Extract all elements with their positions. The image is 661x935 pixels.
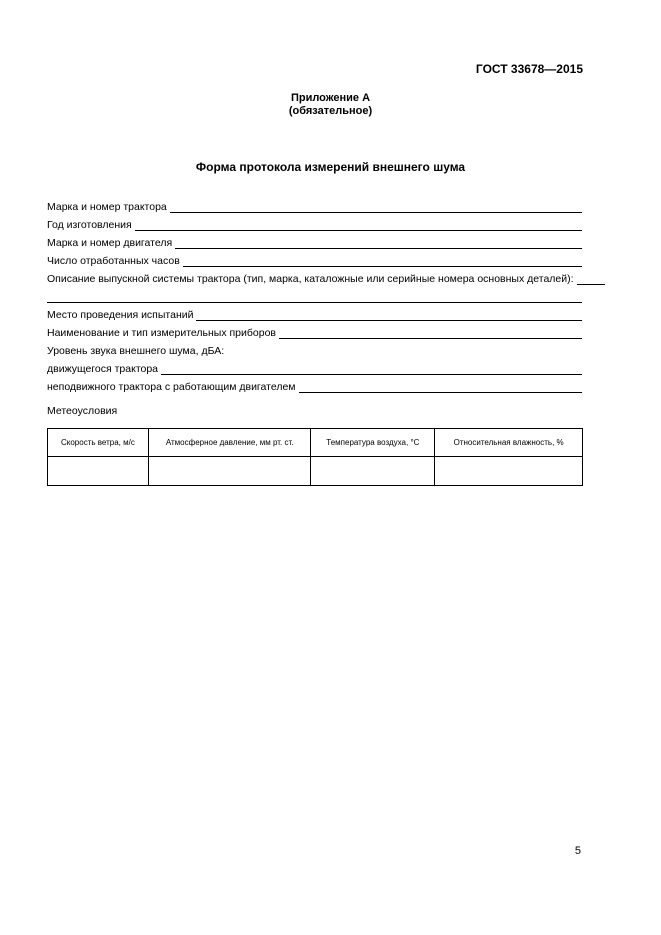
- field-year: [47, 213, 582, 231]
- field-exhaust-description: [47, 267, 582, 285]
- meteo-table: [47, 428, 583, 486]
- annex-title: Приложение А: [290, 92, 371, 104]
- table-row: [48, 457, 583, 486]
- annex-heading: [0, 92, 661, 118]
- annex-type: (обязательное): [288, 105, 373, 117]
- field-label: Уровень звука внешнего шума, дБА:: [47, 345, 225, 357]
- field-engine-make: [47, 231, 582, 249]
- field-label: неподвижного трактора с работающим двигателем: [47, 381, 296, 393]
- cell-wind-speed[interactable]: [48, 457, 149, 486]
- fill-line[interactable]: [135, 219, 582, 231]
- col-temperature: Температура воздуха, °С: [311, 429, 435, 457]
- fill-line[interactable]: [175, 237, 582, 249]
- fill-line[interactable]: [299, 381, 582, 393]
- field-label: Число отработанных часов: [47, 255, 180, 267]
- field-label: Год изготовления: [47, 219, 132, 231]
- field-stationary-tractor: [47, 375, 582, 393]
- field-instruments: [47, 321, 582, 339]
- field-label: Наименование и тип измерительных приборов: [47, 327, 277, 339]
- cell-temperature[interactable]: [311, 457, 435, 486]
- fill-line[interactable]: [196, 309, 582, 321]
- cell-pressure[interactable]: [148, 457, 311, 486]
- fill-line[interactable]: [170, 201, 582, 213]
- table-header-row: [48, 429, 583, 457]
- protocol-fields: [47, 195, 582, 393]
- field-label: движущегося трактора: [47, 363, 159, 375]
- meteo-label: Метеоусловия: [47, 405, 118, 417]
- form-title: Форма протокола измерений внешнего шума: [195, 160, 466, 174]
- fill-line[interactable]: [577, 273, 605, 285]
- field-exhaust-continuation: [47, 285, 582, 303]
- col-humidity: Относительная влажность, %: [435, 429, 583, 457]
- field-label: Марка и номер трактора: [47, 201, 167, 213]
- col-pressure: Атмосферное давление, мм рт. ст.: [148, 429, 311, 457]
- field-test-location: [47, 303, 582, 321]
- field-label: Описание выпускной системы трактора (тип, марка, каталожные или серийные номера основных деталей):: [47, 273, 574, 285]
- field-label: Место проведения испытаний: [47, 309, 194, 321]
- fill-line[interactable]: [279, 327, 582, 339]
- cell-humidity[interactable]: [435, 457, 583, 486]
- fill-line[interactable]: [183, 255, 582, 267]
- field-tractor-make: [47, 195, 582, 213]
- field-noise-level-heading: [47, 339, 582, 357]
- standard-code: ГОСТ 33678—2015: [475, 62, 583, 76]
- field-label: Марка и номер двигателя: [47, 237, 173, 249]
- col-wind-speed: Скорость ветра, м/с: [48, 429, 149, 457]
- fill-line[interactable]: [161, 363, 582, 375]
- fill-line[interactable]: [47, 291, 582, 303]
- field-hours: [47, 249, 582, 267]
- page-number: 5: [574, 845, 581, 857]
- field-moving-tractor: [47, 357, 582, 375]
